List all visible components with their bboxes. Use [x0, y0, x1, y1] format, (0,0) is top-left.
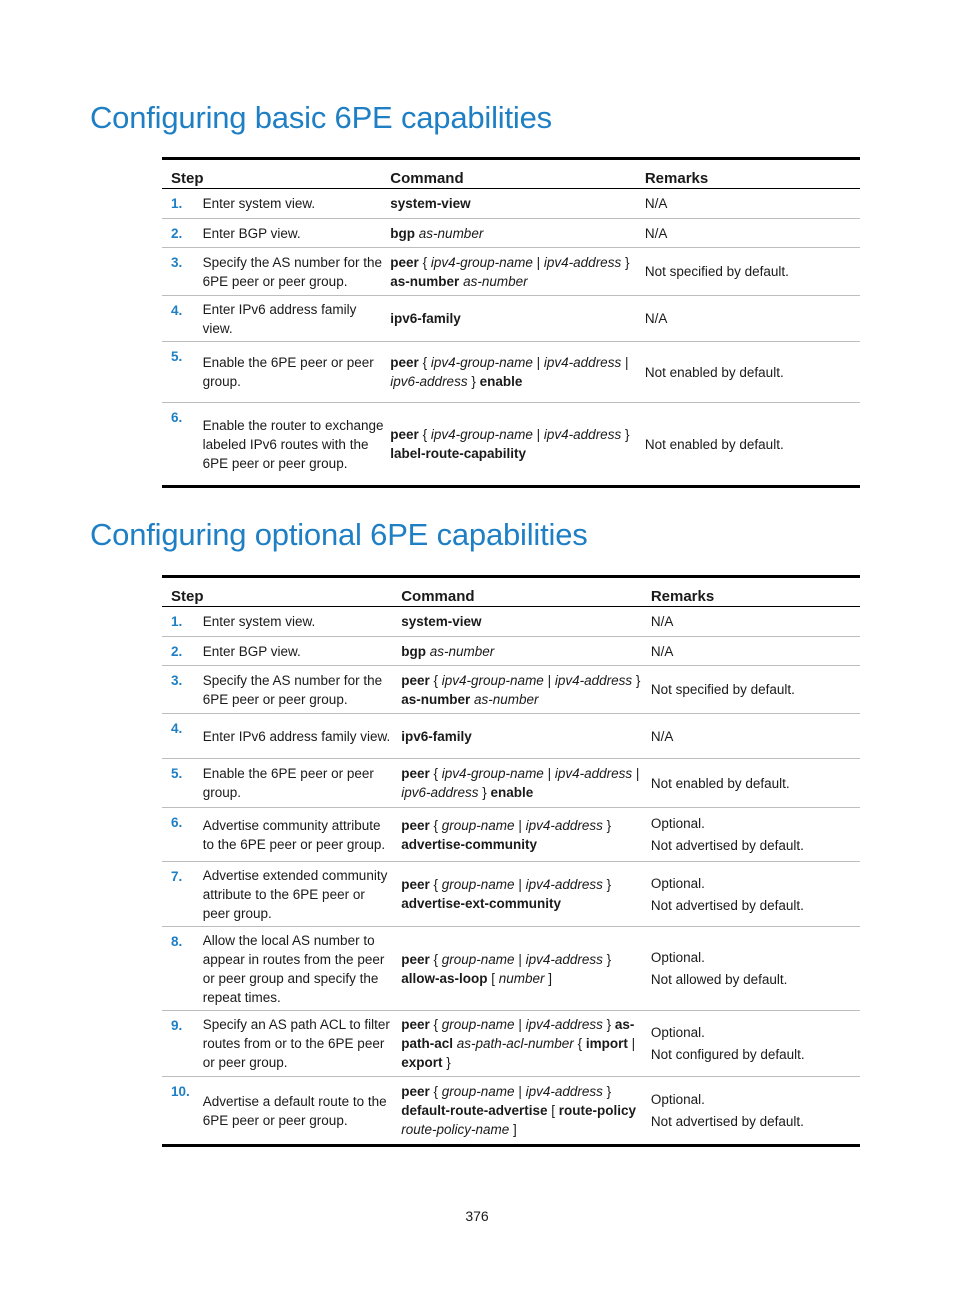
table-header-row: [162, 577, 860, 607]
command-argument: ipv4-address: [543, 427, 622, 442]
step-number: 4.: [162, 296, 203, 342]
section-title-basic: Configuring basic 6PE capabilities: [90, 100, 552, 135]
step-remarks: [651, 759, 860, 808]
command-argument: ipv4-address: [525, 951, 603, 967]
command-keyword: peer: [401, 877, 430, 892]
command-syntax: |: [514, 817, 526, 833]
remark-line: Optional.: [650, 1092, 705, 1107]
remark-line: Not specified by default.: [644, 264, 789, 279]
step-remarks: [645, 248, 860, 296]
command-syntax: ]: [509, 1122, 517, 1137]
step-remarks: [651, 714, 860, 759]
command-argument: ipv4-group-name: [430, 427, 533, 442]
command-keyword: peer: [401, 951, 430, 967]
command-syntax: }: [602, 1084, 612, 1099]
command-keyword: peer: [390, 254, 419, 270]
command-syntax: {: [429, 1084, 442, 1099]
table-row: [162, 296, 860, 342]
step-command: [390, 189, 645, 219]
step-description: Enter BGP view.: [203, 219, 391, 248]
remark-line: Optional.: [650, 875, 705, 891]
command-keyword: peer: [401, 766, 430, 781]
step-description: Enable the 6PE peer or peer group.: [203, 759, 401, 808]
step-description: Advertise extended community attribute to the 6PE peer or peer group.: [203, 862, 401, 927]
step-description: Enter system view.: [203, 189, 391, 219]
command-syntax: ]: [544, 970, 553, 986]
step-number: 8.: [162, 927, 203, 1011]
section-title-optional: Configuring optional 6PE capabilities: [90, 517, 588, 552]
command-syntax: |: [532, 254, 544, 270]
remark-line: Not configured by default.: [650, 1047, 805, 1062]
step-number: 3.: [162, 248, 203, 296]
command-syntax: {: [429, 877, 442, 892]
command-argument: ipv4-address: [543, 254, 622, 270]
command-syntax: {: [429, 672, 442, 688]
remark-line: Optional.: [650, 950, 705, 965]
command-syntax: }: [467, 374, 480, 389]
table-header-row: [162, 159, 860, 189]
command-syntax: |: [543, 672, 555, 688]
command-syntax: |: [632, 766, 640, 781]
step-description: Advertise community attribute to the 6PE peer or peer group.: [203, 808, 401, 862]
step-description: Specify an AS path ACL to filter routes from or to the 6PE peer or peer group.: [203, 1011, 401, 1077]
step-remarks: [645, 189, 860, 219]
step-number: 6.: [162, 808, 203, 862]
command-keyword: advertise-ext-community: [401, 896, 562, 911]
step-remarks: [645, 219, 860, 248]
command-argument: ipv4-address: [554, 766, 633, 781]
step-remarks: [645, 403, 860, 487]
command-syntax: [: [487, 970, 499, 986]
remark-line: Not enabled by default.: [650, 775, 790, 791]
step-description: Enable the 6PE peer or peer group.: [203, 342, 391, 403]
step-number: 2.: [162, 637, 203, 666]
command-syntax: }: [621, 254, 630, 270]
command-argument: ipv4-address: [525, 1017, 603, 1032]
step-command: [401, 666, 651, 714]
command-argument: ipv4-address: [525, 817, 603, 833]
command-syntax: |: [514, 877, 526, 892]
command-keyword: enable: [479, 374, 523, 389]
table-row: [162, 248, 860, 296]
command-argument: ipv6-address: [390, 374, 468, 389]
step-command: [401, 759, 651, 808]
remark-line: N/A: [650, 728, 674, 744]
step-number: 5.: [162, 342, 203, 403]
table-row: [162, 808, 860, 862]
step-command: [401, 1077, 651, 1146]
command-syntax: |: [543, 766, 555, 781]
step-description: Enable the router to exchange labeled IPv6 routes with the 6PE peer or peer group.: [203, 403, 391, 487]
step-remarks: [651, 607, 860, 637]
step-remarks: [651, 1011, 860, 1077]
step-description: Specify the AS number for the 6PE peer or peer group.: [203, 666, 401, 714]
command-syntax: [: [547, 1103, 559, 1118]
step-description: Enter system view.: [203, 607, 401, 637]
command-syntax: }: [602, 877, 612, 892]
basic-6pe-table: [162, 157, 860, 488]
command-syntax: {: [573, 1036, 586, 1051]
step-remarks: [651, 862, 860, 927]
command-syntax: |: [621, 355, 629, 370]
step-remarks: [651, 808, 860, 862]
command-keyword: route-policy: [558, 1103, 637, 1118]
command-argument: ipv4-group-name: [430, 355, 533, 370]
step-number: 1.: [162, 607, 203, 637]
command-argument: ipv4-address: [554, 672, 633, 688]
step-command: [401, 637, 651, 666]
step-number: 9.: [162, 1011, 203, 1077]
command-keyword: label-route-capability: [390, 446, 527, 461]
step-number: 1.: [162, 189, 203, 219]
step-command: [390, 219, 645, 248]
step-number: 7.: [162, 862, 203, 927]
table-row: [162, 927, 860, 1011]
command-argument: ipv4-address: [543, 355, 622, 370]
remark-line: Not advertised by default.: [650, 1114, 804, 1129]
col-header-command: Command: [401, 577, 651, 607]
table-row: [162, 1011, 860, 1077]
step-command: [401, 808, 651, 862]
step-remarks: [651, 637, 860, 666]
col-header-step: Step: [162, 159, 390, 189]
command-argument: ipv4-address: [525, 1084, 603, 1099]
command-keyword: export: [401, 1055, 443, 1070]
step-command: [390, 296, 645, 342]
remark-line: Optional.: [650, 1025, 705, 1040]
command-argument: ipv4-group-name: [441, 766, 544, 781]
command-argument: ipv6-address: [401, 785, 479, 800]
step-description: Allow the local AS number to appear in routes from the peer or peer group and specify the repeat times.: [203, 927, 401, 1011]
remark-line: Not advertised by default.: [650, 897, 804, 913]
remark-line: N/A: [644, 225, 668, 241]
command-argument: group-name: [441, 877, 515, 892]
command-argument: group-name: [441, 1017, 515, 1032]
remark-line: Optional.: [650, 816, 705, 831]
command-keyword: system-view: [401, 614, 482, 629]
step-remarks: [645, 296, 860, 342]
command-keyword: ipv6-family: [390, 311, 461, 326]
command-syntax: }: [621, 427, 630, 442]
step-command: [401, 927, 651, 1011]
command-keyword: ipv6-family: [401, 728, 472, 744]
remark-line: Not enabled by default.: [644, 436, 784, 452]
command-keyword: import: [585, 1036, 628, 1051]
command-syntax: |: [514, 951, 526, 967]
step-remarks: [651, 1077, 860, 1146]
step-command: [390, 342, 645, 403]
command-argument: route-policy-name: [401, 1122, 510, 1137]
optional-6pe-table: [162, 575, 860, 1147]
command-syntax: {: [418, 355, 431, 370]
command-argument: group-name: [441, 1084, 515, 1099]
command-keyword: peer: [401, 672, 430, 688]
remark-line: N/A: [650, 614, 674, 629]
command-syntax: }: [602, 1017, 615, 1032]
table-row: [162, 862, 860, 927]
command-syntax: }: [478, 785, 491, 800]
step-command: [401, 1011, 651, 1077]
step-remarks: [651, 666, 860, 714]
table-row: [162, 714, 860, 759]
step-number: 10.: [162, 1077, 203, 1146]
command-argument: ipv4-group-name: [430, 254, 533, 270]
table-row: [162, 759, 860, 808]
command-syntax: }: [602, 817, 612, 833]
command-argument: as-number: [429, 643, 495, 659]
page-number: 376: [465, 1208, 489, 1224]
step-description: Enter BGP view.: [203, 637, 401, 666]
command-syntax: |: [514, 1084, 526, 1099]
step-remarks: [651, 927, 860, 1011]
table-row: [162, 342, 860, 403]
command-keyword: peer: [401, 1017, 430, 1032]
command-keyword: as-path-acl: [401, 1017, 635, 1051]
step-command: [401, 862, 651, 927]
step-command: [390, 248, 645, 296]
command-syntax: |: [514, 1017, 526, 1032]
command-syntax: {: [429, 951, 442, 967]
command-argument: as-number: [474, 691, 539, 707]
col-header-step: Step: [162, 577, 401, 607]
command-argument: ipv4-address: [525, 877, 603, 892]
command-syntax: {: [429, 817, 442, 833]
step-number: 5.: [162, 759, 203, 808]
step-remarks: [645, 342, 860, 403]
table-row: [162, 637, 860, 666]
command-keyword: advertise-community: [401, 836, 538, 852]
table-row: [162, 607, 860, 637]
command-syntax: |: [532, 355, 544, 370]
command-argument: ipv4-group-name: [441, 672, 544, 688]
command-argument: as-number: [418, 225, 484, 241]
step-command: [401, 714, 651, 759]
remark-line: Not allowed by default.: [650, 972, 788, 987]
command-keyword: peer: [401, 817, 430, 833]
remark-line: N/A: [644, 311, 668, 326]
command-argument: group-name: [441, 951, 515, 967]
remark-line: Not enabled by default.: [644, 364, 784, 380]
step-number: 2.: [162, 219, 203, 248]
command-keyword: peer: [390, 427, 419, 442]
command-syntax: {: [418, 254, 431, 270]
command-keyword: enable: [490, 785, 534, 800]
table-row: [162, 403, 860, 487]
step-number: 6.: [162, 403, 203, 487]
command-keyword: bgp: [390, 225, 416, 241]
command-syntax: }: [602, 951, 612, 967]
table-row: [162, 1077, 860, 1146]
remark-line: Not specified by default.: [650, 682, 795, 697]
command-keyword: bgp: [401, 643, 426, 659]
command-keyword: default-route-advertise: [401, 1103, 548, 1118]
command-syntax: {: [429, 766, 442, 781]
command-keyword: as-number: [401, 691, 471, 707]
col-header-command: Command: [390, 159, 645, 189]
command-keyword: peer: [390, 355, 419, 370]
step-command: [401, 607, 651, 637]
command-argument: number: [498, 970, 545, 986]
table-row: [162, 666, 860, 714]
col-header-remarks: Remarks: [651, 577, 860, 607]
command-keyword: peer: [401, 1084, 430, 1099]
table-row: [162, 219, 860, 248]
step-number: 4.: [162, 714, 203, 759]
command-syntax: }: [632, 672, 641, 688]
command-keyword: allow-as-loop: [401, 970, 488, 986]
remark-line: N/A: [650, 643, 674, 659]
command-syntax: }: [442, 1055, 451, 1070]
step-number: 3.: [162, 666, 203, 714]
step-description: Advertise a default route to the 6PE peer or peer group.: [203, 1077, 401, 1146]
command-syntax: {: [429, 1017, 442, 1032]
table-row: [162, 189, 860, 219]
step-description: Specify the AS number for the 6PE peer or peer group.: [203, 248, 391, 296]
command-argument: group-name: [441, 817, 515, 833]
remark-line: Not advertised by default.: [650, 838, 804, 853]
command-keyword: system-view: [390, 196, 471, 211]
step-command: [390, 403, 645, 487]
remark-line: N/A: [644, 196, 668, 211]
step-description: Enter IPv6 address family view.: [203, 714, 401, 759]
command-syntax: |: [532, 427, 544, 442]
command-argument: as-path-acl-number: [456, 1036, 574, 1051]
col-header-remarks: Remarks: [645, 159, 860, 189]
command-syntax: {: [418, 427, 431, 442]
command-keyword: as-number: [390, 273, 460, 289]
command-argument: as-number: [463, 273, 528, 289]
command-syntax: |: [627, 1036, 636, 1051]
step-description: Enter IPv6 address family view.: [203, 296, 391, 342]
